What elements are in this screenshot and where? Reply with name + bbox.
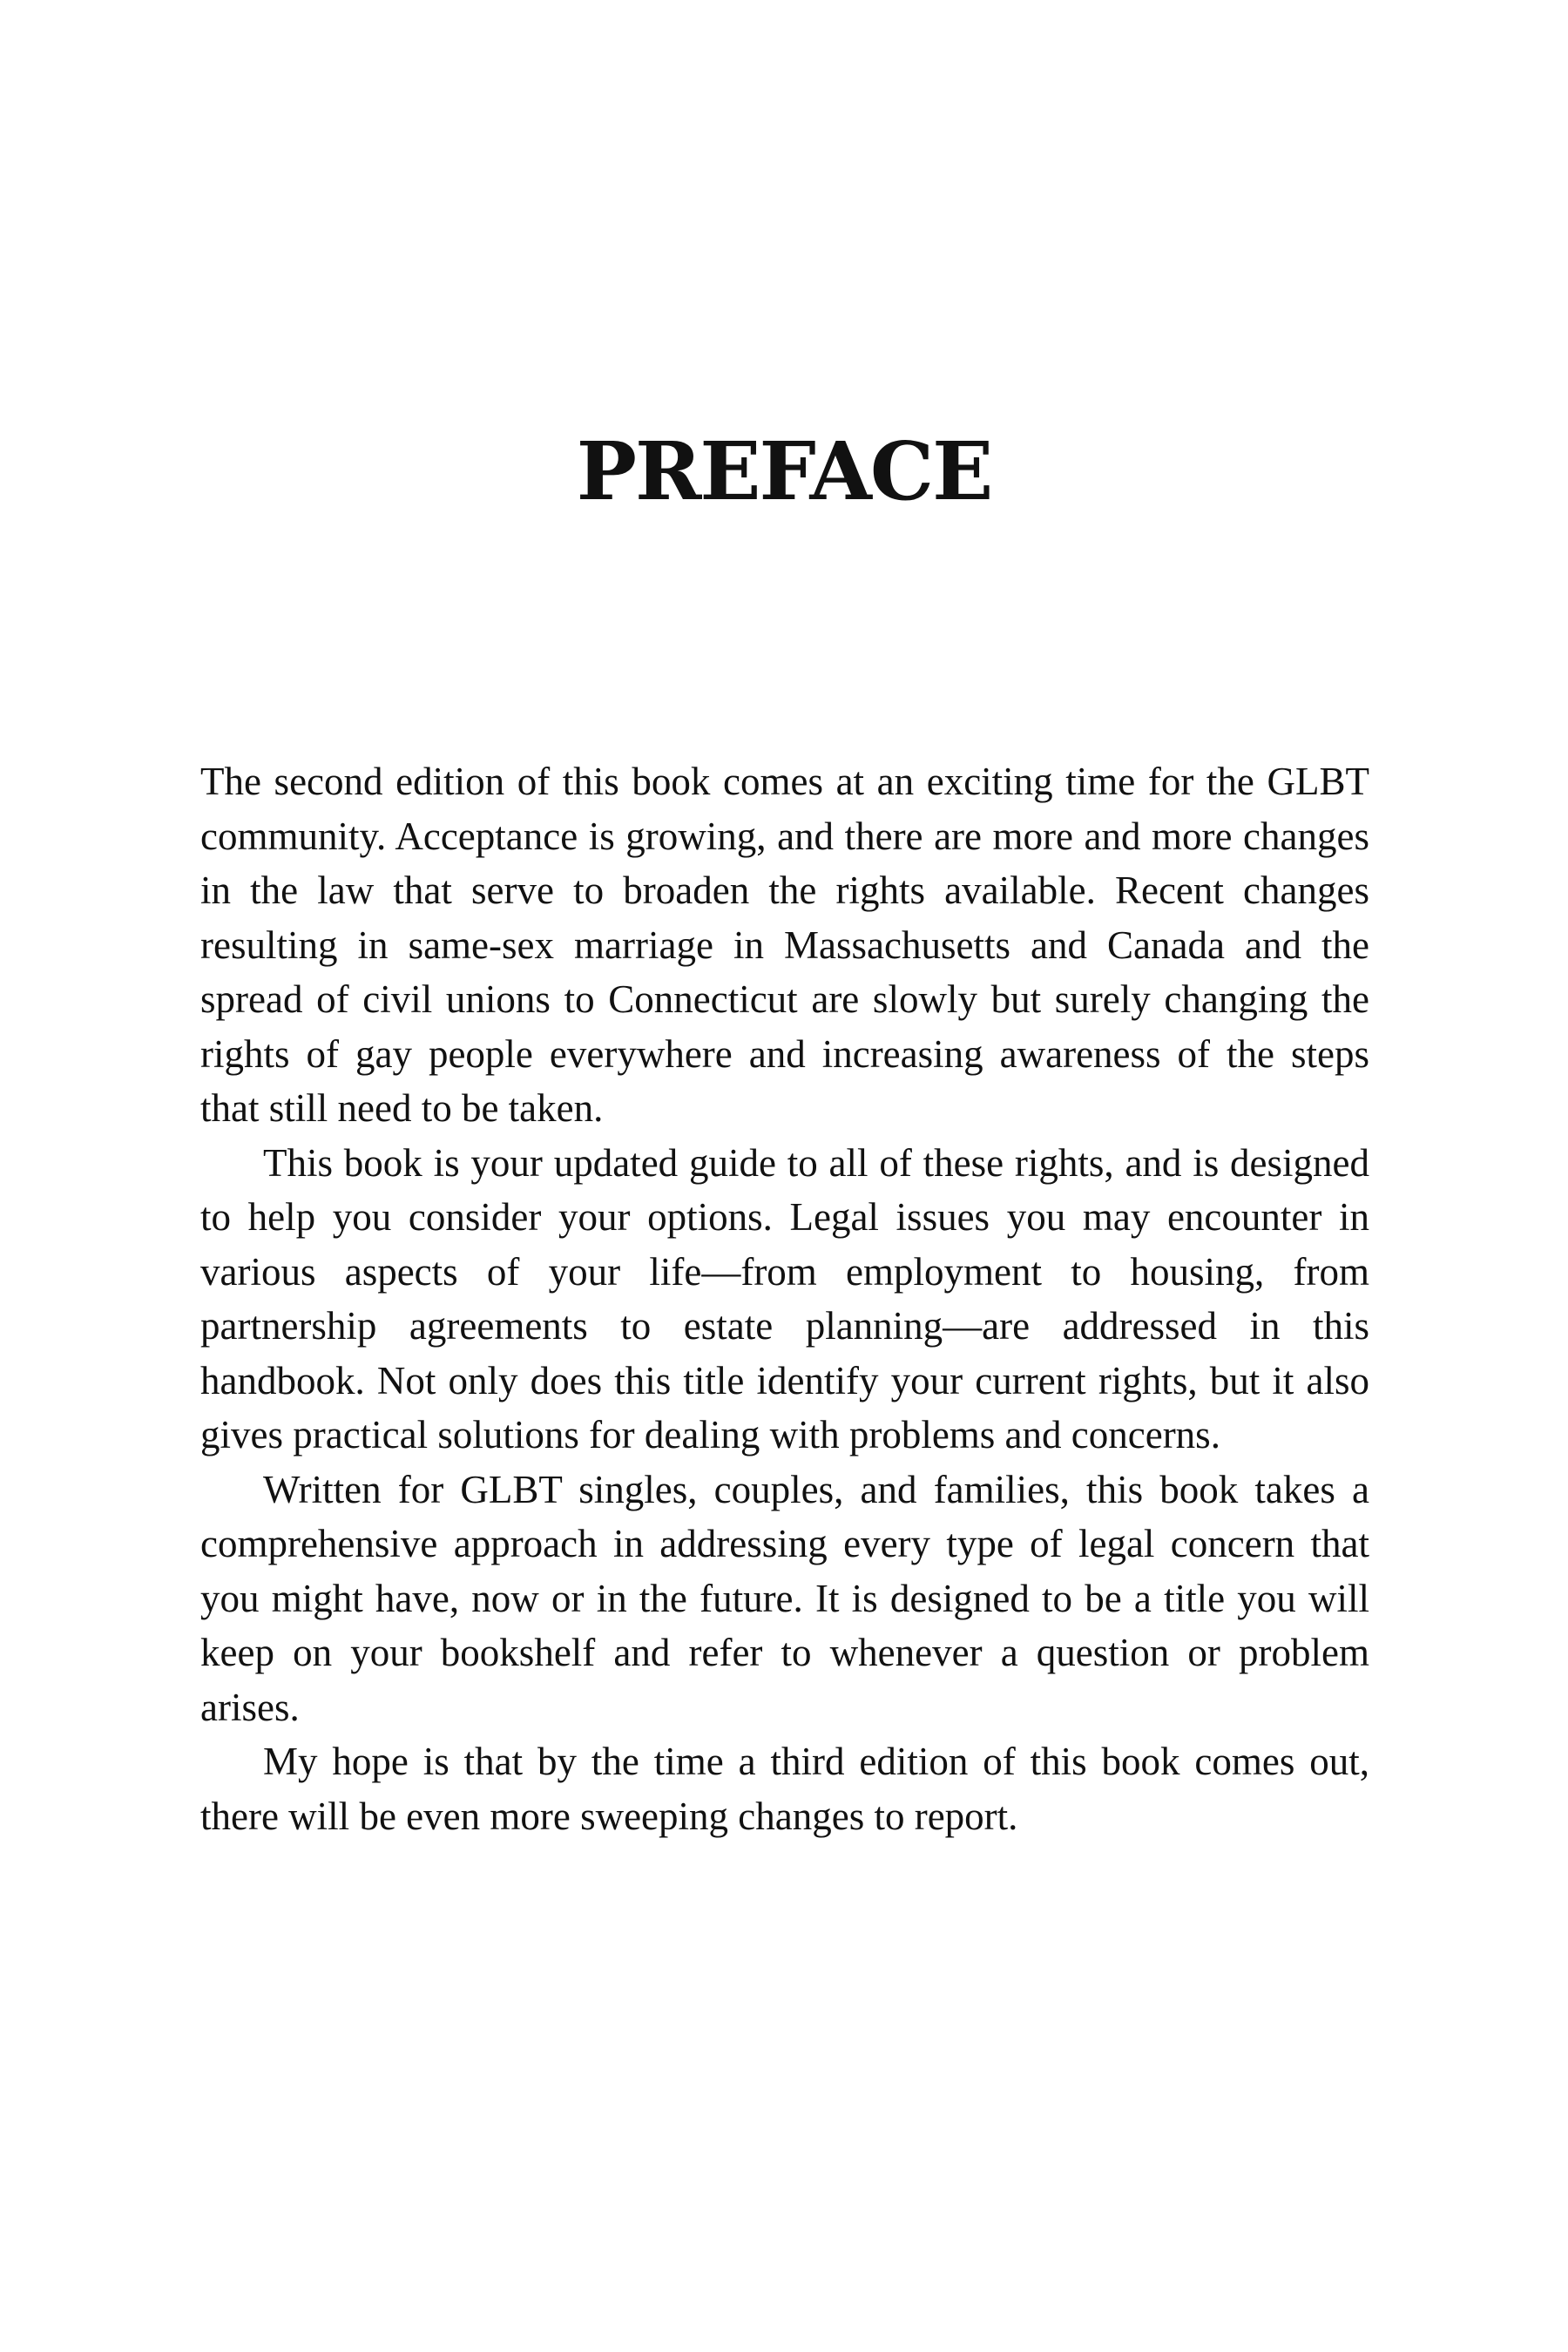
page-title: PREFACE xyxy=(576,424,992,518)
paragraph: This book is your updated guide to all of these rights, and is designed to help you consider your options. Legal issues you may encounter in various aspects of your life—from employment to housing, from partnership agreements to estate planning—are addressed in this handbook. Not only does this title identify your current rights, but it also gives practical solutions for dealing with problems and concerns. xyxy=(200,1140,1369,1456)
paragraph: My hope is that by the time a third edition of this book comes out, there will be even more sweeping changes to report. xyxy=(200,1740,1369,1838)
paragraph: Written for GLBT singles, couples, and families, this book takes a comprehensive approach in addressing every type of legal concern that you might have, now or in the future. It is designed to be a title you will keep on your bookshelf and refer to whenever a question or problem arises. xyxy=(200,1467,1369,1729)
preface-body xyxy=(200,754,1369,1843)
paragraph: The second edition of this book comes at an exciting time for the GLBT community. Acceptance is growing, and there are more and more changes in the law that serve to broaden the rights available. Recent changes resulting in same-sex marriage in Massachusetts and Canada and the spread of civil unions to Connecticut are slowly but surely changing the rights of gay people everywhere and increasing awareness of the steps that still need to be taken. xyxy=(200,760,1369,1130)
